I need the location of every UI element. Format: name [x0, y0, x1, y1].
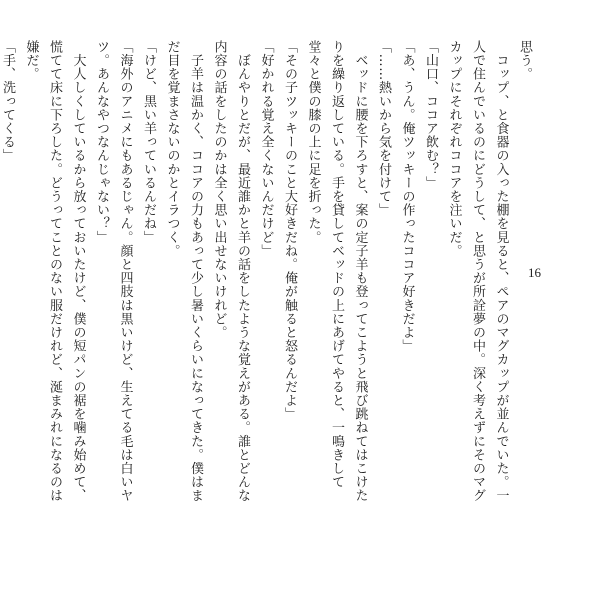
text-line: ベッドに腰を下ろすと、案の定子羊も登ってこようと飛び跳ねてはこけた	[352, 40, 368, 503]
text-line: 「その子ツッキーのこと大好きだね。俺が触ると怒るんだよ」	[282, 40, 297, 421]
text-line: 慌てて床に下ろした。どうってことのない服だけれど、涎まみれになるのは	[47, 40, 62, 503]
text-line: カップにそれぞれココアを注いだ。	[446, 40, 462, 258]
text-line: りを繰り返している。手を貸してベッドの上にあげてやると、一鳴きして	[329, 40, 344, 489]
text-line: 「けど、黒い羊っているんだね」	[141, 40, 156, 244]
text-line: 思う。	[517, 40, 532, 81]
text-line: 人で住んでいるのにどうして、と思うが所詮夢の中。深く考えずにそのマグ	[470, 40, 485, 503]
text-line: 大人しくしているから放っておいたけど、僕の短パンの裾を噛み始めて、	[70, 40, 86, 503]
vertical-text-body	[0, 40, 536, 550]
text-line: ぼんやりとだが、最近誰かと羊の話をしたような覚えがある。誰とどんな	[235, 40, 250, 503]
text-line: 「海外のアニメにもあるじゃん。顔と四肢は黒いけど、生えてる毛は白いヤ	[117, 40, 133, 503]
text-line: 嫌だ。	[23, 40, 39, 81]
text-line: 「好かれる覚え全くないんだけど」	[258, 40, 274, 258]
page-number: 16	[528, 265, 541, 280]
text-line: 内容の話をしたのかは全く思い出せないけれど。	[211, 40, 227, 340]
text-line: 「山口、ココア飲む？」	[423, 40, 438, 190]
text-line: 「あ、うん。俺ツッキーの作ったココア好きだよ」	[399, 40, 415, 353]
text-line: コップ、と食器の入った棚を見ると、ペアのマグカップが並んでいた。一	[493, 40, 509, 503]
text-line: 「手、洗ってくる」	[0, 40, 15, 163]
text-line: 「……熱いから気を付けて」	[376, 40, 391, 217]
text-line: ツ。あんなやつなんじゃない？」	[94, 40, 109, 244]
text-line: だ目を覚まさないのかとイラつく。	[164, 40, 180, 258]
text-line: 子羊は温かく、ココアの力もあって少し暑いくらいになってきた。僕はま	[188, 40, 203, 503]
text-line: 堂々と僕の膝の上に足を折った。	[305, 40, 321, 244]
